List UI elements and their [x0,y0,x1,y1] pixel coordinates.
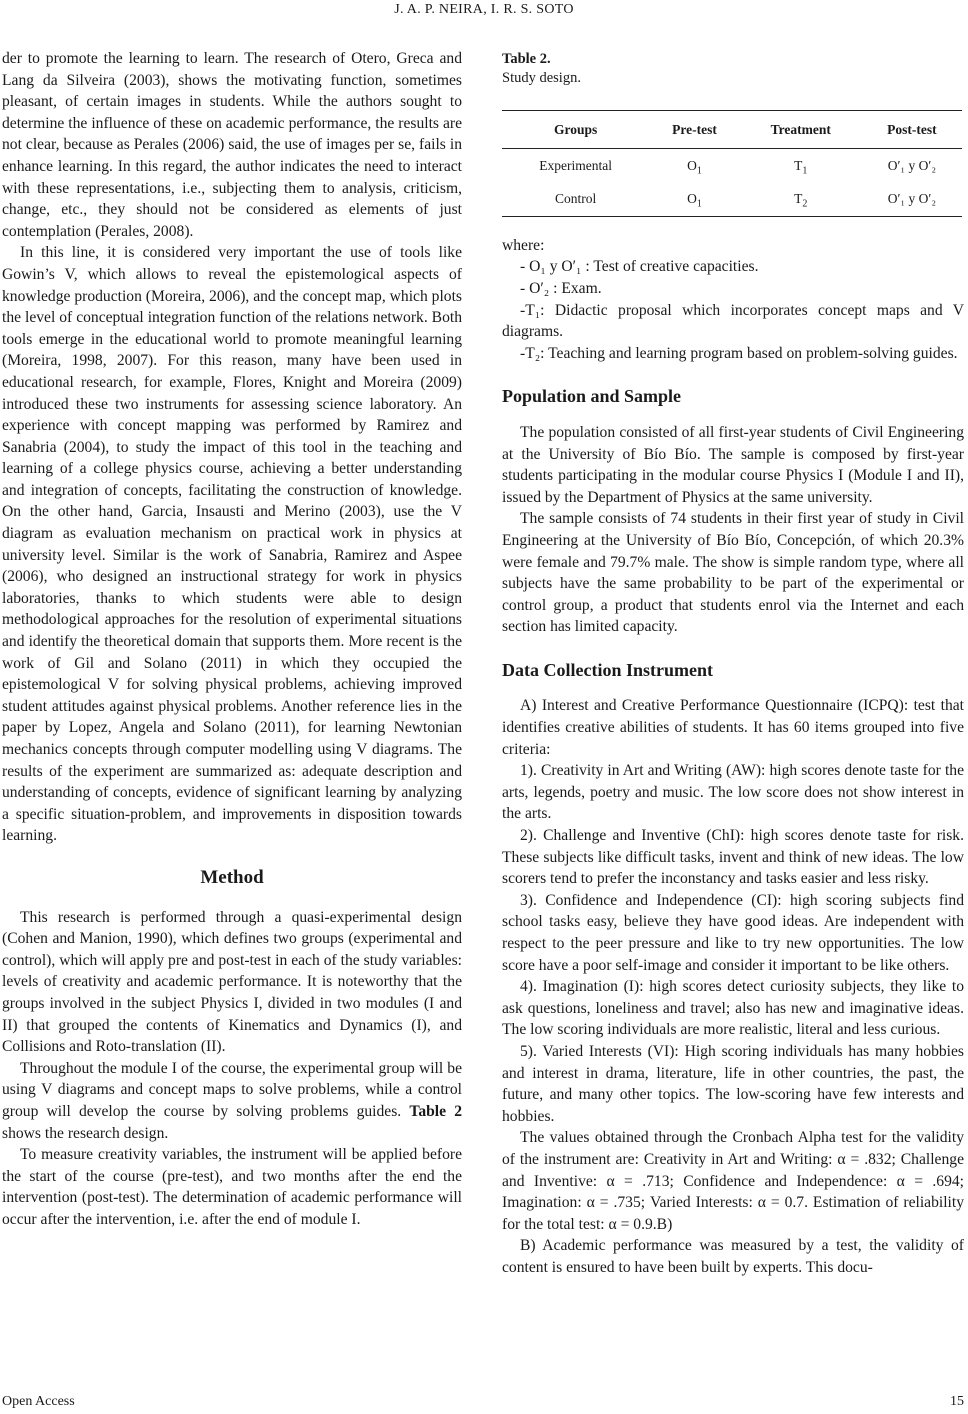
where-item: - O′₂ : Exam. [520,279,602,297]
paragraph: 3). Confidence and Independence (CI): high scoring subjects find school tasks easy, believe they have good ideas. Are independent with respect to the peer pressure and like to try new opportunities. The low score have a poor self-image and consider it important to be like others. [502,891,964,974]
where-legend [502,235,964,365]
paragraph: The values obtained through the Cronbach Alpha test for the validity of the instrument are: Creativity in Art and Writing: α = .832; Challenge and Inventive: α = .713; Confidence and Independence: α = .694; Imagination: α = .735; Varied Interests: α = 0.7. Estimation of reliability for the total test: α = 0.9.B) [502,1129,964,1233]
table-cell: O′₁ y O′₂ [887,157,937,173]
paragraph: B) Academic performance was measured by a test, the validity of content is ensured to have been built by experts. This docu- [502,1237,964,1276]
running-head: J. A. P. NEIRA, I. R. S. SOTO [394,2,574,17]
paragraph: 2). Challenge and Inventive (ChI): high scores denote taste for risk. These subjects like difficult tasks, invent and think of new ideas. The low scorers tend to prefer the inconstancy and tasks easier and less risky. [502,827,964,888]
where-item: -T₂: Teaching and learning program based on problem-solving guides. [520,344,958,362]
left-column [2,48,462,1230]
text-run: shows the research design. [2,1124,169,1142]
table-cell: Control [502,182,649,216]
table-cell: $T_2$ [740,182,862,216]
table-label: Table 2. [502,51,551,67]
section-heading-data-collection: Data Collection Instrument [502,659,713,680]
table-caption-text: Study design. [502,70,581,86]
where-item: - O₁ y O′₁ : Test of creative capacities. [520,258,759,276]
footer-open-access: Open Access [2,1394,75,1409]
paragraph: In this line, it is considered very important the use of tools like Gowin’s V, which allows to reveal the epistemological aspects of knowledge production (Moreira, 2006), and the concept map, which plots the level of conceptual integration function of the relations network. Both tools emerge in the educational world to promote meaningful learning (Moreira, 1998, 2007). For this reason, many have been used in educational research, for example, Flores, Knight and Moreira (2009) introduced these two instruments for assessing science laboratory. An experience with concept mapping was performed by Ramirez and Sanabria (2004), to study the impact of this tool in the teaching and learning of a college physics course, achieving a better understanding and integration of concepts, facilitating the construction of knowledge. On the other hand, Garcia, Insausti and Merino (2003), use the V diagram as evaluation mechanism on practical work in physics at university level. Similar is the work of Sanabria, Ramirez and Aspee (2006), who designed an instructional strategy for work in physics laboratories, thanks to which students were able to design methodological approaches for the resolution of experimental situations and identify the theoretical domain that supports them. More recent is the work of Gil and Solano (2011) in which they occupied the epistemological V for solving physical problems, achieving improved student attitudes against physical problems. Another reference lies in the paper by Lopez, Angela and Solano (2011), for learning Newtonian mechanics concepts through computer modelling using V diagrams. The results of the experiment are summarized as: adequate description and understanding of concepts, evidence of significant learning by analyzing a specific situation-problem, and improvements in disposition towards learning. [2,244,462,845]
section-heading-population: Population and Sample [502,386,682,407]
text-run: Throughout the module I of the course, the experimental group will be using V diagrams and concept maps to solve problems, while a control group will develop the course by solving problems guides. [2,1059,462,1120]
paragraph: 5). Varied Interests (VI): High scoring individuals has many hobbies and interest in drama, literature, life in other countries, the past, the future, and many other topics. The low-scoring have few interests and hobbies. [502,1042,964,1125]
paragraph: The population consisted of all first-year students of Civil Engineering at the University of Bío Bío. The sample is composed by first-year students participating in the modular course Physics I (Module I and II), issued by the Department of Physics at the same university. [502,423,964,506]
section-heading-method: Method [200,866,264,888]
table-cell: $O_1$ [687,157,702,177]
table-cell: O′₁ y O′₂ [862,182,962,216]
paragraph: This research is performed through a quasi-experimental design (Cohen and Manion, 1990), which defines two groups (experimental and control), which will apply pre and post-test in each of the study variables: levels of creativity and academic performance. It is noteworthy that the groups involved in the subject Physics I, divided in two modules (I and II) that grouped the contents of Kinematics and Dynamics (I), and Collisions and Roto-translation (II). [2,908,462,1056]
paragraph: der to promote the learning to learn. The research of Otero, Greca and Lang da Silveira (2003), shows the motivating function, sometimes pleasant, of certain images in students. While the authors sought to determine the influence of these on academic performance, the results are not clear, because as Perales (2006) said, the use of images per se, fails in enhance learning. In this regard, the author indicates the need to interact with these representations, i.e., subjecting them to analysis, criticism, change, etc., they should not be considered as elements of just contemplation (Perales, 2008). [2,50,462,240]
where-intro: where: [502,236,545,254]
table-reference-link[interactable]: Table 2 [409,1102,463,1120]
paragraph: To measure creativity variables, the instrument will be applied before the start of the course (pre-test), and two months after the end the intervention (post-test). The determination of academic performance will occur after the intervention, i.e. after the end of module I. [2,1146,462,1228]
paragraph: 1). Creativity in Art and Writing (AW): high scores denote taste for the arts, legends, poetry and music. The low score does not show interest in the arts. [502,762,964,823]
paragraph: The sample consists of 74 students in their first year of study in Civil Engineering at the University of Bío Bío, Concepción, of which 20.3% were female and 79.7% male. The show is simple random type, where all subjects have the same probability to be part of the experimental or control group, a product that students enrol via the Internet and each section has limited capacity. [502,510,964,636]
paragraph: A) Interest and Creative Performance Questionnaire (ICPQ): test that identifies creative abilities of students. It has 60 items grouped into five criteria: [502,697,964,758]
paragraph [2,1058,462,1144]
paragraph: 4). Imagination (I): high scores detect curiosity subjects, they like to ask questions, loneliness and travel; also has new and imaginative ideas. The low scoring individuals are more realistic, literal and less curious. [502,978,964,1039]
table-cell: $O_1$ [649,182,740,216]
table-cell: $T_1$ [794,157,808,177]
table-row [502,148,962,182]
table-header: Groups [502,111,649,149]
table-header: Post-test [862,111,962,149]
table-header: Treatment [740,111,862,149]
right-column [502,48,964,1279]
study-design-table [502,110,962,217]
table-cell: Experimental [539,157,612,173]
table-row [502,182,962,216]
table-caption [502,50,964,88]
table-header: Pre-test [649,111,740,149]
page-number: 15 [950,1394,964,1409]
where-item: -T₁: Didactic proposal which incorporates concept maps and V diagrams. [502,301,964,341]
